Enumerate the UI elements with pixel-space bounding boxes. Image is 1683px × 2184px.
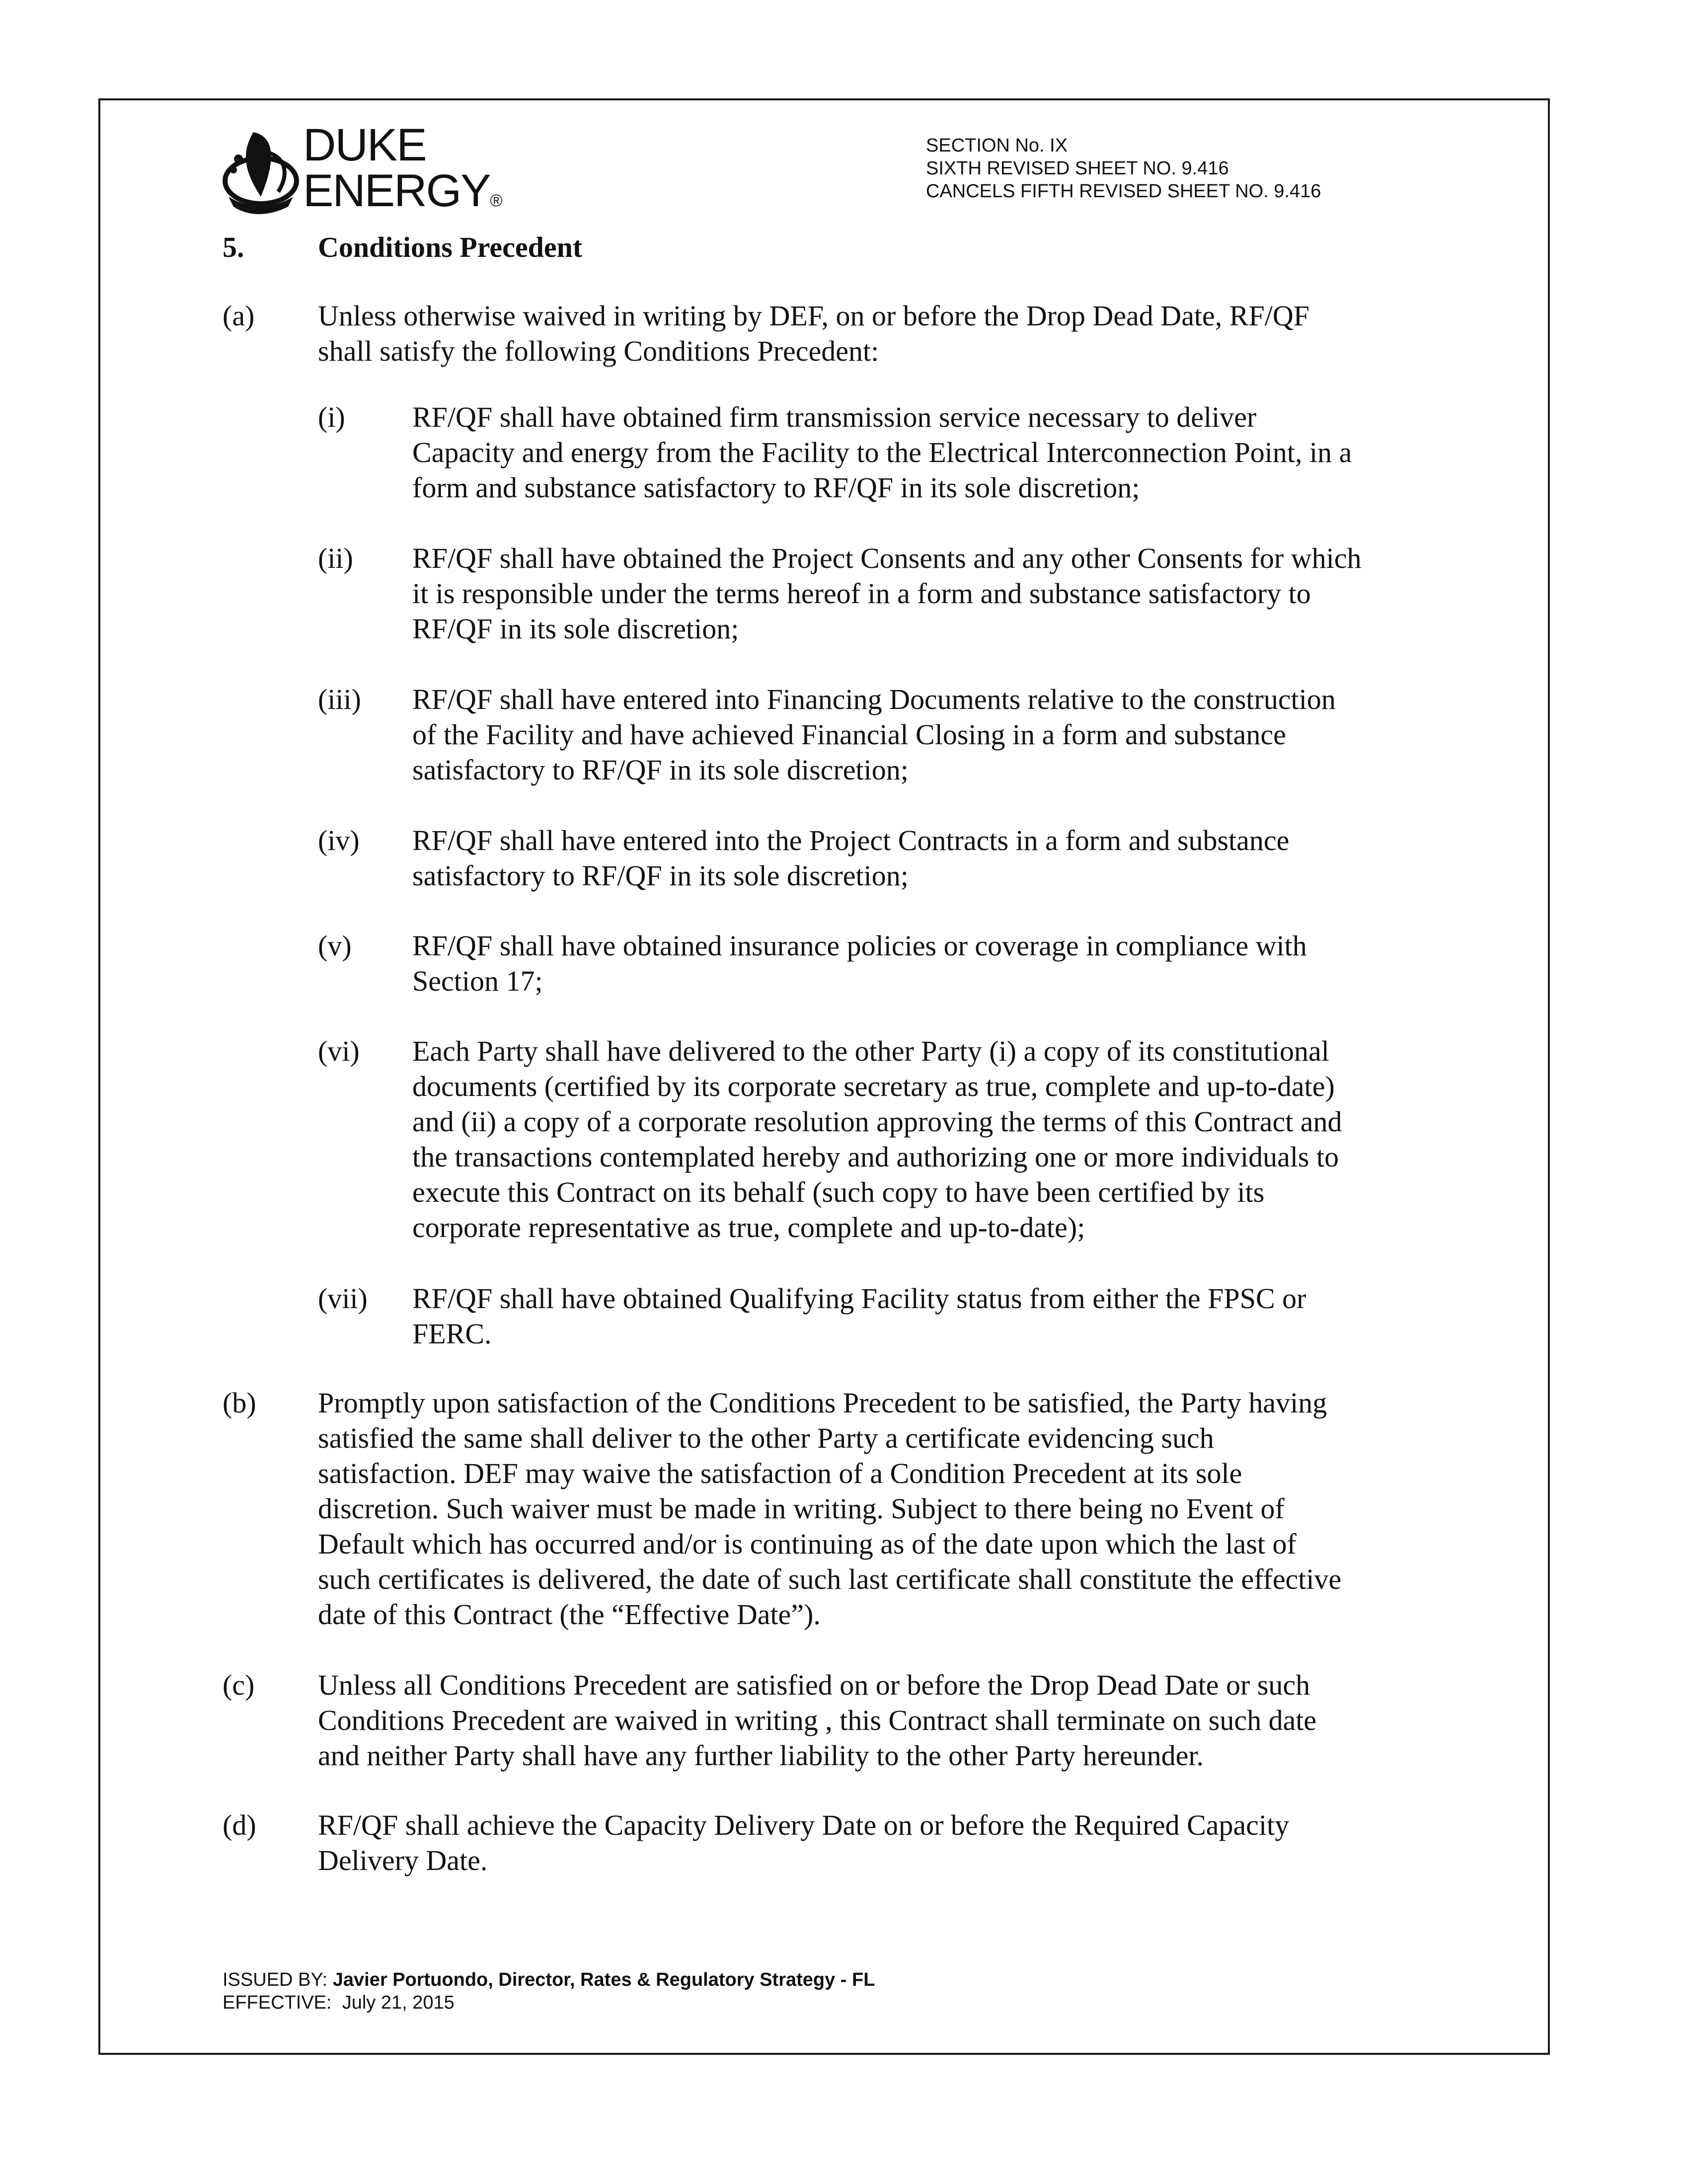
text-line: satisfaction. DEF may waive the satisfaction of a Condition Precedent at its sole [318, 1457, 1242, 1489]
para-c-text [318, 1667, 1316, 1773]
text-line: Promptly upon satisfaction of the Conditions Precedent to be satisfied, the Party having [318, 1387, 1327, 1419]
text-line: Delivery Date. [318, 1844, 488, 1876]
text-line: discretion. Such waiver must be made in writing. Subject to there being no Event of [318, 1492, 1285, 1525]
sheet-header [926, 134, 1321, 203]
item-v-text [412, 928, 1307, 999]
text-line: Default which has occurred and/or is continuing as of the date upon which the last of [318, 1528, 1297, 1560]
duke-energy-logo [219, 120, 502, 222]
effective-label: EFFECTIVE: [223, 1992, 332, 2013]
text-line: Each Party shall have delivered to the other Party (i) a copy of its constitutional [412, 1035, 1329, 1067]
logo-line-2: ENERGY [303, 165, 490, 216]
text-line: RF/QF shall have entered into Financing Documents relative to the construction [412, 683, 1336, 715]
para-b-label: (b) [223, 1387, 256, 1419]
text-line: such certificates is delivered, the date of such last certificate shall constitute the effective [318, 1563, 1342, 1595]
text-line: shall satisfy the following Conditions Precedent: [318, 335, 879, 367]
text-line: FERC. [412, 1318, 492, 1350]
text-line: date of this Contract (the “Effective Date”). [318, 1598, 821, 1631]
text-line: Unless all Conditions Precedent are satisfied on or before the Drop Dead Date or such [318, 1669, 1310, 1701]
section-title: Conditions Precedent [318, 231, 583, 263]
flame-icon [219, 122, 303, 222]
text-line: RF/QF shall have entered into the Project Contracts in a form and substance [412, 824, 1290, 857]
text-line: Capacity and energy from the Facility to the Electrical Interconnection Point, in a [412, 436, 1352, 468]
text-line: RF/QF shall have obtained Qualifying Facility status from either the FPSC or [412, 1282, 1306, 1315]
item-ii-text [412, 541, 1362, 646]
para-c-label: (c) [223, 1669, 255, 1701]
cancels-sheet: CANCELS FIFTH REVISED SHEET NO. 9.416 [926, 181, 1321, 202]
para-d-text [318, 1807, 1289, 1878]
text-line: of the Facility and have achieved Financial Closing in a form and substance [412, 718, 1286, 751]
registered-mark: ® [490, 191, 502, 210]
text-line: Section 17; [412, 965, 543, 997]
item-vii-label: (vii) [318, 1282, 368, 1315]
item-iii-text [412, 682, 1336, 787]
para-b-text [318, 1385, 1341, 1632]
text-line: RF/QF shall have obtained insurance policies or coverage in compliance with [412, 930, 1307, 962]
text-line: and neither Party shall have any further liability to the other Party hereunder. [318, 1739, 1204, 1772]
issued-value: Javier Portuondo, Director, Rates & Regulatory Strategy - FL [332, 1969, 875, 1990]
text-line: RF/QF in its sole discretion; [412, 613, 739, 645]
logo-line-1: DUKE [303, 120, 426, 170]
text-line: Unless otherwise waived in writing by DEF, on or before the Drop Dead Date, RF/QF [318, 300, 1309, 332]
text-line: corporate representative as true, complete and up-to-date); [412, 1211, 1085, 1244]
effective-value: July 21, 2015 [342, 1992, 455, 2013]
item-v-label: (v) [318, 930, 352, 962]
item-iv-text [412, 823, 1289, 893]
page-footer [223, 1968, 875, 2014]
item-ii-label: (ii) [318, 542, 353, 574]
text-line: documents (certified by its corporate secretary as true, complete and up-to-date) [412, 1070, 1335, 1102]
para-d-label: (d) [223, 1809, 256, 1841]
text-line: form and substance satisfactory to RF/QF in its sole discretion; [412, 471, 1140, 504]
sheet-number: SIXTH REVISED SHEET NO. 9.416 [926, 158, 1229, 179]
text-line: and (ii) a copy of a corporate resolution approving the terms of this Contract and [412, 1105, 1342, 1138]
text-line: RF/QF shall achieve the Capacity Delivery Date on or before the Required Capacity [318, 1809, 1290, 1841]
issued-label: ISSUED BY: [223, 1969, 328, 1990]
item-iv-label: (iv) [318, 824, 360, 857]
item-vii-text [412, 1281, 1306, 1351]
text-line: execute this Contract on its behalf (such copy to have been certified by its [412, 1176, 1265, 1208]
item-vi-label: (vi) [318, 1035, 360, 1067]
item-i-label: (i) [318, 401, 345, 433]
para-a-label: (a) [223, 300, 255, 332]
text-line: RF/QF shall have obtained firm transmission service necessary to deliver [412, 401, 1257, 433]
text-line: satisfactory to RF/QF in its sole discretion; [412, 754, 909, 786]
section-number-label: 5. [223, 231, 244, 263]
text-line: the transactions contemplated hereby and authorizing one or more individuals to [412, 1141, 1339, 1173]
text-line: RF/QF shall have obtained the Project Consents and any other Consents for which [412, 542, 1362, 574]
text-line: Conditions Precedent are waived in writing , this Contract shall terminate on such date [318, 1704, 1317, 1736]
item-vi-text [412, 1033, 1342, 1245]
item-iii-label: (iii) [318, 683, 361, 715]
text-line: it is responsible under the terms hereof in a form and substance satisfactory to [412, 577, 1311, 610]
para-a-text [318, 298, 1309, 369]
text-line: satisfied the same shall deliver to the other Party a certificate evidencing such [318, 1422, 1214, 1454]
text-line: satisfactory to RF/QF in its sole discretion; [412, 859, 909, 892]
section-number: SECTION No. IX [926, 135, 1068, 156]
item-i-text [412, 399, 1352, 505]
